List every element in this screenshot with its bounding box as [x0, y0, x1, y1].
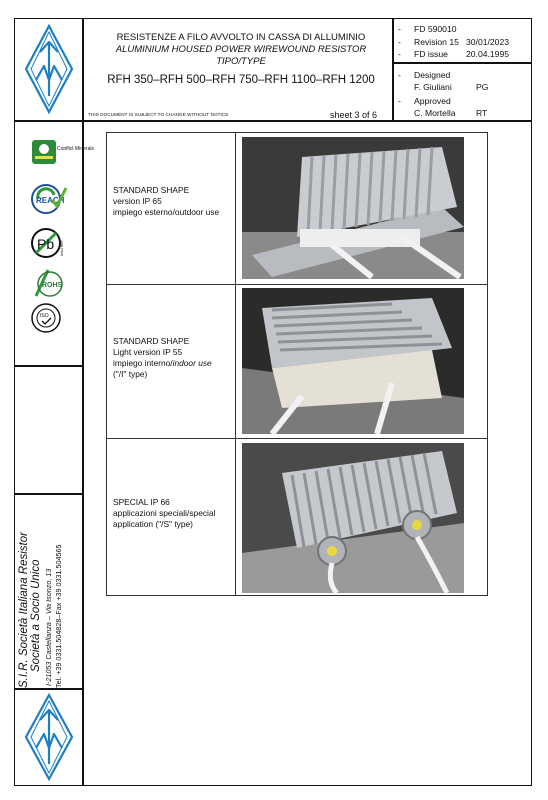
- variant-use: application ("/S" type): [113, 519, 193, 529]
- company-name: S.I.R. Società Italiana Resistor: [18, 532, 30, 688]
- company-logo-top: [22, 22, 76, 116]
- company-address: I-21053 Castellanza – Via Isonzo, 13: [44, 568, 53, 686]
- bullet: -: [398, 49, 401, 59]
- variant-type-code: ("/I" type): [113, 369, 148, 379]
- issue-label: FD issue: [414, 49, 448, 59]
- conflict-label: Conflict Minerals: [57, 146, 94, 152]
- approved-label: Approved: [414, 96, 451, 106]
- designed-label: Designed: [414, 70, 451, 80]
- revision-label: Revision 15: [414, 37, 459, 47]
- product-types: RFH 350–RFH 500–RFH 750–RFH 1100–RFH 1200: [107, 74, 375, 86]
- info-split-line: [392, 62, 532, 64]
- rohs-icon: [30, 266, 68, 294]
- bullet: -: [398, 96, 401, 106]
- left-split-line-3: [14, 688, 83, 690]
- reach-label: REACH: [36, 196, 65, 205]
- revision-date: 30/01/2023: [466, 37, 510, 47]
- title-english: ALUMINIUM HOUSED POWER WIREWOUND RESISTOR: [115, 44, 367, 55]
- table-column-divider: [235, 133, 236, 595]
- standard-outdoor-photo: [242, 137, 464, 279]
- company-logo-bottom: [22, 692, 76, 782]
- conflict-minerals-icon: [30, 138, 94, 166]
- title-type-label: TIPO/TYPE: [216, 56, 266, 67]
- document-title: [86, 32, 396, 68]
- approved-by: C. Mortella: [414, 108, 456, 118]
- variant-description: [113, 185, 233, 218]
- iso-label: ISO: [40, 313, 49, 319]
- variant-protection: version IP 65: [113, 196, 162, 206]
- sheet-number: sheet 3 of 6: [330, 110, 378, 120]
- bullet: -: [398, 70, 401, 80]
- lead-free-label: lead free: [59, 240, 64, 256]
- variants-table: [106, 132, 488, 596]
- variant-use-it: impiego interno/: [113, 358, 173, 368]
- designed-initials: PG: [476, 82, 489, 92]
- designed-by: F. Giuliani: [414, 82, 452, 92]
- company-info: [18, 488, 78, 688]
- iso-icon: [30, 302, 68, 330]
- change-notice: THIS DOCUMENT IS SUBJECT TO CHANGE WITHOUT NOTICE: [88, 112, 229, 117]
- variant-description: [113, 336, 233, 380]
- issue-date: 20.04.1995: [466, 49, 510, 59]
- bullet: -: [398, 24, 401, 34]
- company-contacts: Tel. +39 0331.504828–Fax +39 0331.504565: [54, 544, 63, 688]
- table-row-divider: [107, 284, 487, 285]
- variant-use: [113, 358, 233, 369]
- title-italian: RESISTENZE A FILO AVVOLTO IN CASSA DI ALLUMINIO: [116, 32, 366, 43]
- pb-label: Pb: [37, 236, 55, 252]
- header-bottom-line: [14, 120, 532, 122]
- lead-free-icon: [30, 226, 68, 254]
- variant-use-it: impiego esterno/: [113, 207, 175, 217]
- left-split-line-1: [14, 365, 83, 367]
- approved-initials: RT: [476, 108, 488, 118]
- left-column-divider: [82, 18, 84, 786]
- variant-use: [113, 207, 233, 218]
- rohs-label: ROHS: [42, 282, 63, 289]
- variant-name: STANDARD SHAPE: [113, 336, 190, 346]
- variant-use-en: outdoor use: [174, 207, 220, 217]
- variant-use-en: indoor use: [172, 358, 212, 368]
- special-photo: [242, 443, 464, 593]
- variant-name: SPECIAL IP 66: [113, 497, 170, 507]
- light-indoor-photo: [242, 288, 464, 434]
- table-row-divider: [107, 438, 487, 439]
- variant-name: STANDARD SHAPE: [113, 185, 190, 195]
- variant-description: [113, 497, 233, 530]
- fd-number: FD 590010: [414, 24, 457, 34]
- variant-protection: applicazioni speciali/special: [113, 508, 216, 518]
- variant-protection: Light version IP 55: [113, 347, 183, 357]
- reach-icon: [30, 182, 68, 210]
- bullet: -: [398, 37, 401, 47]
- company-form: Società a Socio Unico: [30, 559, 42, 672]
